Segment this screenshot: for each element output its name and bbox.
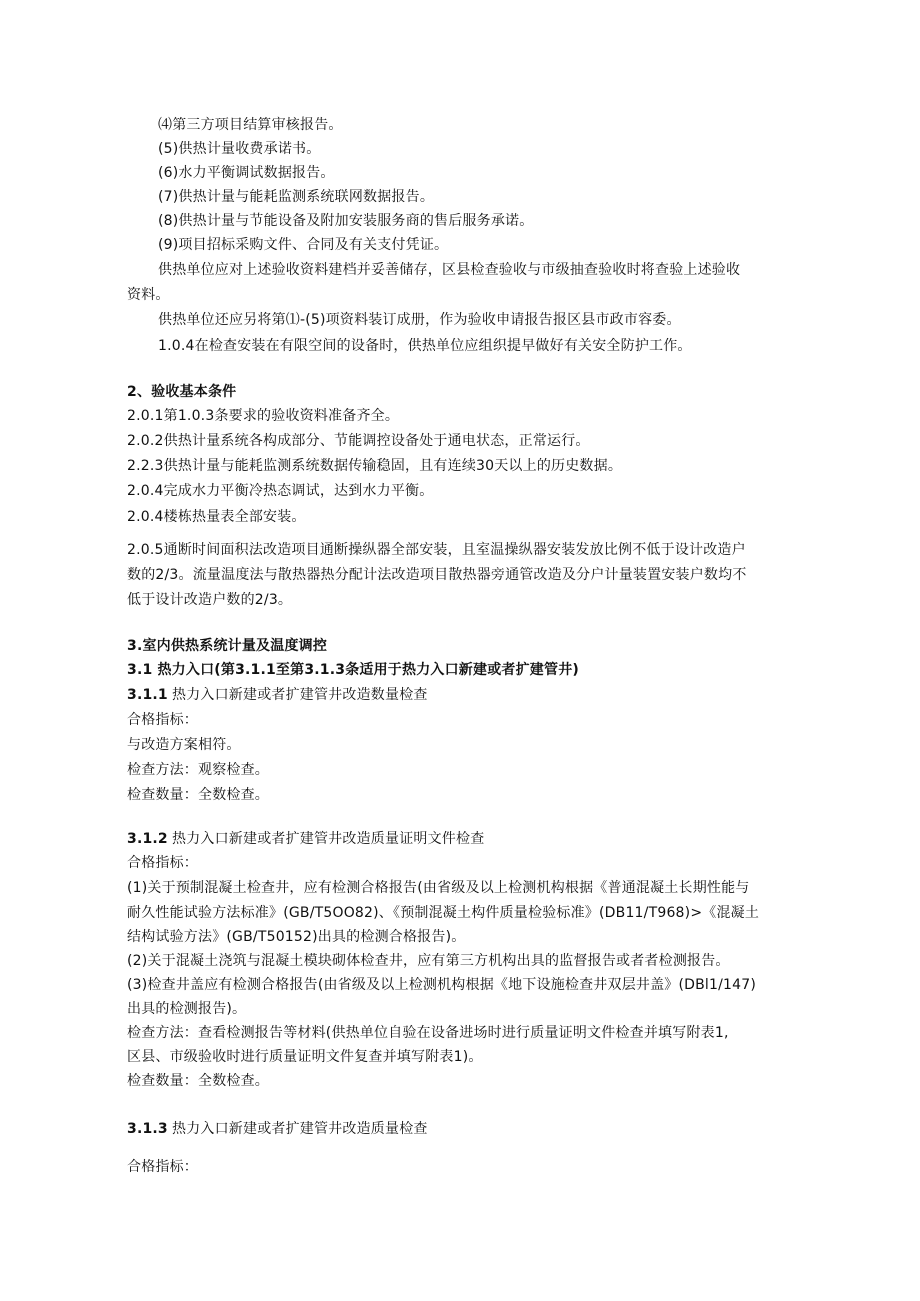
list-item: 2.0.1第1.0.3条要求的验收资料准备齐全。 bbox=[127, 408, 400, 424]
clause-number: 3.1.1 bbox=[127, 687, 168, 703]
list-item: (8)供热计量与节能设备及附加安装服务商的售后服务承诺。 bbox=[158, 213, 534, 229]
paragraph-line: 检查方法：查看检测报告等材料(供热单位自验在设备进场时进行质量证明文件检查并填写附表1, bbox=[127, 1025, 729, 1041]
paragraph-line: 区县、市级验收时进行质量证明文件复查并填写附表1)。 bbox=[127, 1049, 483, 1065]
section-heading: 3.室内供热系统计量及温度调控 bbox=[127, 638, 328, 654]
paragraph-line: 出具的检测报告)。 bbox=[127, 1001, 247, 1017]
paragraph-line: 1.0.4在检查安装在有限空间的设备时，供热单位应组织提早做好有关安全防护工作。 bbox=[158, 338, 692, 354]
paragraph-line: 检查数量：全数检查。 bbox=[127, 1073, 269, 1089]
list-item: (5)供热计量收费承诺书。 bbox=[158, 141, 321, 157]
paragraph-line: 资料。 bbox=[127, 287, 170, 303]
list-item: 2.0.4楼栋热量表全部安装。 bbox=[127, 509, 306, 525]
list-item: 2.2.3供热计量与能耗监测系统数据传输稳固，且有连续30天以上的历史数据。 bbox=[127, 458, 623, 474]
list-item: 2.0.4完成水力平衡冷热态调试，达到水力平衡。 bbox=[127, 483, 434, 499]
clause-number: 3.1.3 bbox=[127, 1121, 168, 1137]
subsection-heading: 3.1 热力入口(第3.1.1至第3.1.3条适用于热力入口新建或者扩建管井) bbox=[127, 662, 579, 678]
paragraph-line: 检查数量：全数检查。 bbox=[127, 787, 269, 803]
paragraph-line: 结构试验方法》(GB/T50152)出具的检测合格报告)。 bbox=[127, 929, 466, 945]
list-item: ⑷第三方项目结算审核报告。 bbox=[158, 117, 343, 133]
paragraph-line: (1)关于预制混凝土检查井，应有检测合格报告(由省级及以上检测机构根据《普通混凝土长期性能与 bbox=[127, 880, 750, 896]
list-item: (6)水力平衡调试数据报告。 bbox=[158, 165, 335, 181]
clause-title: 热力入口新建或者扩建管井改造质量检查 bbox=[172, 1121, 428, 1137]
clause-title: 热力入口新建或者扩建管井改造数量检查 bbox=[172, 687, 428, 703]
paragraph-line: 数的2/3。流量温度法与散热器热分配计法改造项目散热器旁通管改造及分户计量装置安装户数均不 bbox=[127, 567, 747, 583]
paragraph-line: 合格指标： bbox=[127, 712, 198, 728]
paragraph-line: 与改造方案相符。 bbox=[127, 737, 241, 753]
paragraph-line: (3)检查井盖应有检测合格报告(由省级及以上检测机构根据《地下设施检查井双层井盖》(DBl1/147) bbox=[127, 977, 757, 993]
paragraph-line: 耐久性能试验方法标准》(GB/T5OO82)、《预制混凝土构件质量检验标准》(DB11/T968)>《混凝土 bbox=[127, 905, 760, 921]
paragraph-line: 供热单位应对上述验收资料建档并妥善储存，区县检查验收与市级抽查验收时将查验上述验收 bbox=[158, 262, 741, 278]
paragraph-line: 合格指标： bbox=[127, 855, 198, 871]
paragraph-line: (2)关于混凝土浇筑与混凝土模块砌体检查井，应有第三方机构出具的监督报告或者者检测报告。 bbox=[127, 953, 730, 969]
list-item: (9)项目招标采购文件、合同及有关支付凭证。 bbox=[158, 237, 449, 253]
paragraph-line: 合格指标： bbox=[127, 1159, 198, 1175]
paragraph-line: 检查方法：观察检查。 bbox=[127, 762, 269, 778]
paragraph-line: 供热单位还应另将第⑴-(5)项资料装订成册，作为验收申请报告报区县市政市容委。 bbox=[158, 312, 681, 328]
clause-number: 3.1.2 bbox=[127, 831, 168, 847]
paragraph-line: 2.0.5通断时间面积法改造项目通断操纵器全部安装，且室温操纵器安装发放比例不低于设计改造户 bbox=[127, 542, 746, 558]
section-heading: 2、验收基本条件 bbox=[127, 384, 237, 400]
clause-title: 热力入口新建或者扩建管井改造质量证明文件检查 bbox=[172, 831, 485, 847]
paragraph-line: 低于设计改造户数的2/3。 bbox=[127, 592, 293, 608]
list-item: 2.0.2供热计量系统各构成部分、节能调控设备处于通电状态，正常运行。 bbox=[127, 433, 590, 449]
list-item: (7)供热计量与能耗监测系统联网数据报告。 bbox=[158, 189, 435, 205]
